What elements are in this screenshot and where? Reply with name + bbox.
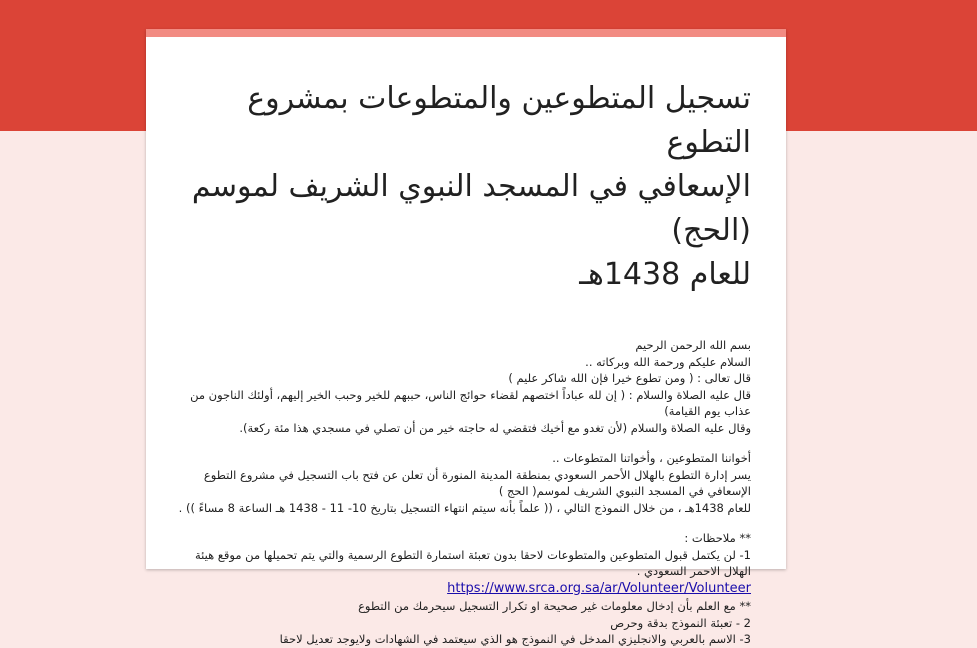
desc-deadline: للعام 1438هـ ، من خلال النموذج التالي ، (( علماً بأنه سيتم انتهاء التسجيل بتاريخ 10- 11 - 1438 هـ الساعة 8 مساءً )) . [178, 500, 751, 515]
form-description [176, 337, 751, 648]
volunteer-link[interactable]: https://www.srca.org.sa/ar/Volunteer/Volunteer [447, 580, 751, 596]
form-title-line-2: الإسعافي في المسجد النبوي الشريف لموسم (الحج) [191, 169, 751, 248]
desc-verse: قال تعالى : ( ومن تطوع خيرا فإن الله شاكر عليم ) [508, 371, 751, 385]
desc-hadith-2: وقال عليه الصلاة والسلام (لأن تغدو مع أخيك فتقضي له حاجته خير من أن تصلي في مسجدي هذا مئة ركعة). [239, 420, 751, 435]
note-2: 2 - تعبئة النموذج بدقة وحرص [610, 615, 751, 630]
desc-basmala: بسم الله الرحمن الرحيم [635, 338, 751, 352]
paragraph-gap [176, 516, 751, 530]
form-title-line-3: للعام 1438هـ [579, 257, 751, 292]
notes-heading: ** ملاحظات : [684, 531, 751, 545]
form-title-line-1: تسجيل المتطوعين والمتطوعات بمشروع التطوع [247, 81, 751, 160]
form-title [176, 77, 751, 297]
desc-announcement: يسر إدارة التطوع بالهلال الأحمر السعودي بمنطقة المدينة المنورة أن تعلن عن فتح باب التسجيل في مشروع التطوع الإسعافي في المسجد النبوي الشريف لموسم( الحج ) [203, 467, 751, 498]
form-content [146, 77, 786, 648]
note-3: 3- الاسم بالعربي والانجليزي المدخل في النموذج هو الذي سيعتمد في الشهادات ولايوجد تعديل لاحقا [279, 632, 751, 646]
note-star: ** مع العلم بأن إدخال معلومات غير صحيحة او تكرار التسجيل سيحرمك من التطوع [358, 599, 751, 613]
note-1: 1- لن يكتمل قبول المتطوعين والمتطوعات لاحقا بدون تعبئة استمارة التطوع الرسمية والتي يتم تحميلها من موقع هيئة الهلال الاحمر السعودي . [194, 547, 751, 578]
paragraph-gap [176, 436, 751, 450]
desc-hadith-1: قال عليه الصلاة والسلام : ( إن لله عباداً اختصهم لقضاء حوائج الناس، حببهم للخير وحبب الخير إليهم، أولئك الناجون من عذاب يوم القيامة) [190, 387, 751, 418]
desc-address: أخواننا المتطوعين ، وأخواتنا المتطوعات .. [552, 451, 751, 465]
card-accent-bar [146, 29, 786, 37]
desc-greeting: السلام عليكم ورحمة الله وبركاته .. [585, 354, 751, 369]
form-header-card [146, 29, 786, 646]
